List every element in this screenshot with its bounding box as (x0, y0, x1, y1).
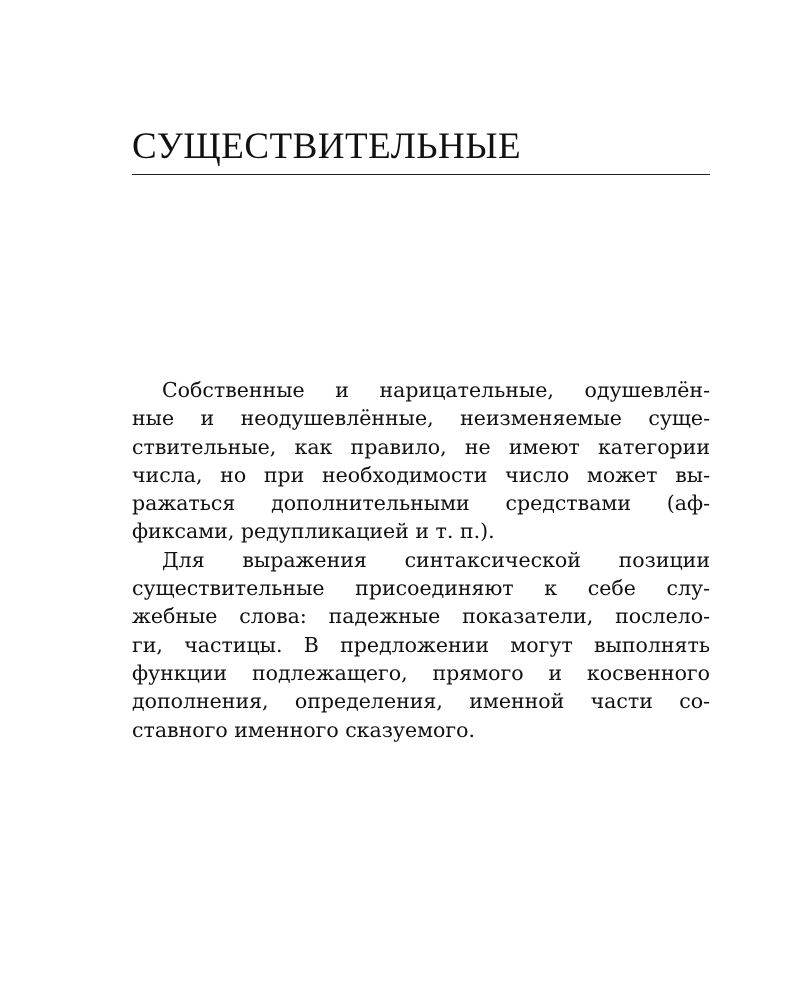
title-underline (132, 174, 710, 175)
paragraph-2 (132, 546, 710, 744)
text-line: жебные слова: падежные показатели, послело- (132, 604, 710, 629)
text-line: существительные присоединяют к себе слу- (132, 576, 710, 601)
text-line: ствительные, как правило, не имеют категории (132, 434, 710, 459)
text-line: фиксами, редупликацией и т. п.). (132, 519, 495, 544)
text-line: Для выражения синтаксической позиции (162, 547, 710, 572)
text-line: ги, частицы. В предложении могут выполнять (132, 632, 710, 657)
paragraph-1 (132, 376, 710, 546)
text-line: ные и неодушевлённые, неизменяемые суще- (132, 406, 710, 431)
text-line: ставного именного сказуемого. (132, 717, 475, 742)
chapter-title: СУЩЕСТВИТЕЛЬНЫЕ (132, 126, 522, 167)
text-line: числа, но при необходимости число может вы- (132, 462, 710, 487)
text-line: дополнения, определения, именной части со- (132, 689, 710, 714)
text-line: ражаться дополнительными средствами (аф- (132, 491, 710, 516)
body-text (132, 376, 710, 744)
text-line: Собственные и нарицательные, одушевлён- (162, 378, 710, 402)
text-line: функции подлежащего, прямого и косвенного (132, 660, 710, 685)
